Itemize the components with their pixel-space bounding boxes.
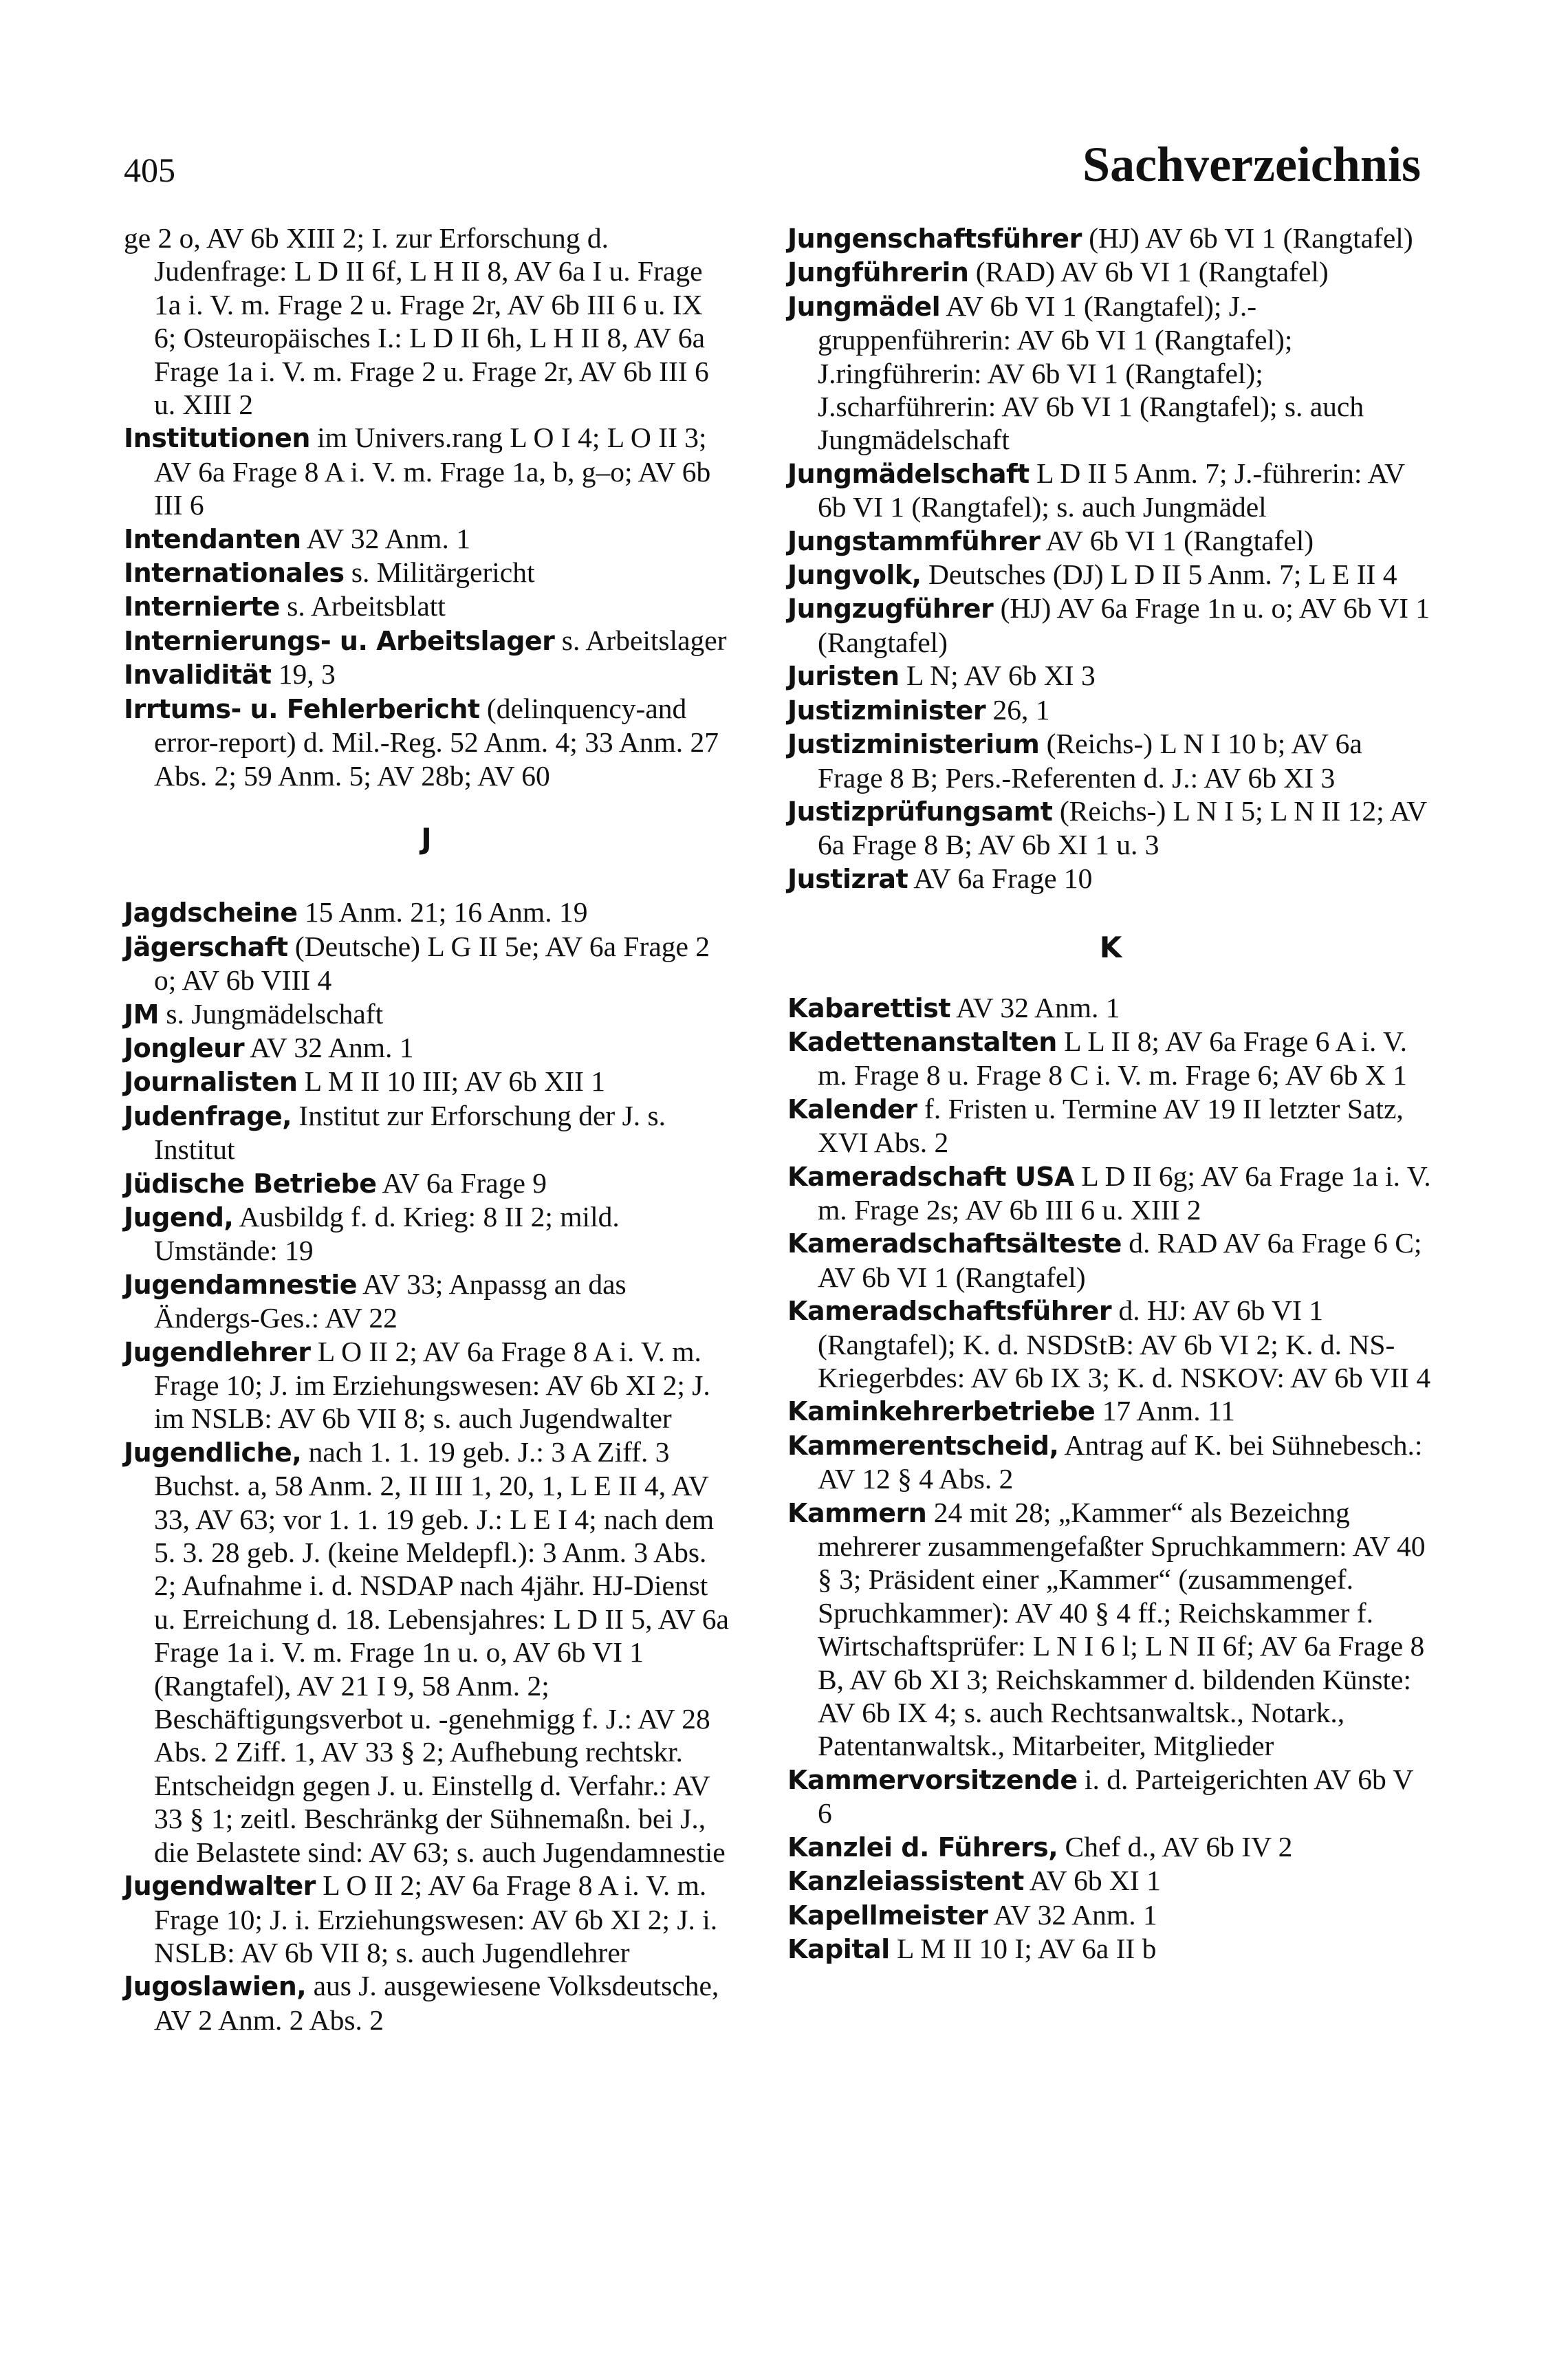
entry-term: Jüdische Betriebe <box>124 1168 377 1199</box>
entry-references: AV 32 Anm. 1 <box>301 522 470 554</box>
entry-references: AV 32 Anm. 1 <box>988 1898 1157 1931</box>
index-entry <box>124 692 729 792</box>
index-entry <box>124 421 729 521</box>
entry-term: Jugoslawien, <box>124 1971 307 2002</box>
entry-references: d. RAD AV 6a Frage 6 C; AV 6b VI 1 (Rangtafel) <box>818 1227 1422 1293</box>
index-entry <box>124 1869 729 1969</box>
entry-term: Jungführerin <box>787 257 969 288</box>
entry-references: im Univers.rang L O I 4; L O II 3; AV 6a Frage 8 A i. V. m. Frage 1a, b, g–o; AV 6b III 6 <box>154 422 711 521</box>
index-entry <box>787 1025 1434 1092</box>
index-entry <box>124 221 729 421</box>
entry-references: 17 Anm. 11 <box>1095 1395 1235 1427</box>
index-entry <box>124 1969 729 2037</box>
index-entry <box>787 1864 1434 1898</box>
entry-term: Kanzlei d. Führers, <box>787 1832 1058 1863</box>
index-entry <box>787 991 1434 1025</box>
entry-term: Invalidität <box>124 660 272 691</box>
index-column-left <box>124 221 729 2037</box>
index-entry <box>787 1394 1434 1428</box>
entry-references: (RAD) AV 6b VI 1 (Rangtafel) <box>968 256 1329 288</box>
entry-term: Kameradschaftsführer <box>787 1296 1112 1327</box>
entry-term: Justizminister <box>787 695 986 726</box>
entry-term: Jagdscheine <box>124 898 298 929</box>
entry-term: Kadettenanstalten <box>787 1026 1057 1057</box>
entry-references: (HJ) AV 6b VI 1 (Rangtafel) <box>1081 222 1413 254</box>
entry-term: Internierungs- u. Arbeitslager <box>124 625 555 656</box>
entry-references: ge 2 o, AV 6b XIII 2; I. zur Erforschung d. Judenfrage: L D II 6f, L H II 8, AV 6a I u. Frage 1a i. V. m. Frage 2 u. Frage 2r, AV 6b III 6 u. IX 6; Osteuropäisches I.: L D II 6h, L H II 8, AV 6a Frage 1a i. V. m. Frage 2 u. Frage 2r, AV 6b III 6 u. XIII 2 <box>124 222 709 421</box>
entry-term: Jugend, <box>124 1202 234 1233</box>
entry-references: L D II 6g; AV 6a Frage 1a i. V. m. Frage 2s; AV 6b III 6 u. XIII 2 <box>818 1160 1431 1226</box>
section-letter: K <box>1099 931 1122 965</box>
entry-references: f. Fristen u. Termine AV 19 II letzter Satz, XVI Abs. 2 <box>818 1092 1404 1159</box>
entry-term: Justizprüfungsamt <box>787 796 1053 827</box>
entry-term: Jugendliche, <box>124 1437 302 1468</box>
entry-references: AV 32 Anm. 1 <box>950 991 1120 1023</box>
index-entry <box>124 1065 729 1098</box>
index-entry <box>787 1898 1434 1932</box>
entry-references: Deutsches (DJ) L D II 5 Anm. 7; L E II 4 <box>921 558 1397 591</box>
index-entry <box>787 1496 1434 1763</box>
entry-references: 24 mit 28; „Kammer“ als Bezeichng mehrerer zusammengefaßter Spruchkammern: AV 40 § 3; Präsident einer „Kammer“ (zusammengef. Spruchkammer): AV 40 § 4 ff.; Reichskammer f. Wirtschaftsprüfer: L N I 6 l; L N II 6f; AV 6a Frage 8 B, AV 6b XI 3; Reichskammer d. bildenden Künste: AV 6b IX 4; s. auch Rechtsanwaltsk., Notark., Patentanwaltsk., Mitarbeiter, Mitglieder <box>818 1496 1426 1762</box>
entry-references: nach 1. 1. 19 geb. J.: 3 A Ziff. 3 Buchst. a, 58 Anm. 2, II III 1, 20, 1, L E II 4, AV 33, AV 63; vor 1. 1. 19 geb. J.: L E I 4; nach dem 5. 3. 28 geb. J. (keine Meldepfl.): 3 Anm. 3 Abs. 2; Aufnahme i. d. NSDAP nach 4jähr. HJ-Dienst u. Erreichung d. 18. Lebensjahres: L D II 5, AV 6a Frage 1a i. V. m. Frage 1n u. o, AV 6b VI 1 (Rangtafel), AV 21 I 9, 58 Anm. 2; Beschäftigungsverbot u. -genehmigg f. J.: AV 28 Abs. 2 Ziff. 1, AV 33 § 2; Aufhebung rechtskr. Entscheidgn gegen J. u. Einstellg d. Verfahr.: AV 33 § 1; zeitl. Beschränkg der Sühnemaßn. bei J., die Belastete sind: AV 63; s. auch Jugendamnestie <box>154 1435 729 1868</box>
entry-references: (delinquency-and error-report) d. Mil.-Reg. 52 Anm. 4; 33 Anm. 27 Abs. 2; 59 Anm. 5; AV 28b; AV 60 <box>154 692 719 792</box>
index-entry <box>787 659 1434 693</box>
entry-references: (Deutsche) L G II 5e; AV 6a Frage 2 o; AV 6b VIII 4 <box>154 930 710 997</box>
entry-term: Judenfrage, <box>124 1100 292 1131</box>
index-entry <box>787 1429 1434 1496</box>
index-entry <box>787 1763 1434 1830</box>
index-entry <box>124 1335 729 1435</box>
entry-references: aus J. ausgewiesene Volksdeutsche, AV 2 Anm. 2 Abs. 2 <box>154 1970 719 2036</box>
index-entry <box>124 589 729 623</box>
entry-term: Kanzleiassistent <box>787 1866 1024 1897</box>
entry-term: Justizrat <box>787 863 908 894</box>
entry-term: Kameradschaftsälteste <box>787 1228 1122 1259</box>
entry-term: Jugendlehrer <box>124 1336 311 1367</box>
entry-references: d. HJ: AV 6b VI 1 (Rangtafel); K. d. NSDStB: AV 6b VI 2; K. d. NS-Kriegerbdes: AV 6b IX 3; K. d. NSKOV: AV 6b VII 4 <box>818 1294 1431 1393</box>
index-entry <box>787 693 1434 727</box>
entry-references: Chef d., AV 6b IV 2 <box>1058 1830 1293 1863</box>
entry-references: (Reichs-) L N I 5; L N II 12; AV 6a Frage 8 B; AV 6b XI 1 u. 3 <box>818 794 1427 861</box>
entry-term: Kapellmeister <box>787 1900 988 1931</box>
entry-term: Jägerschaft <box>124 931 288 962</box>
entry-term: Juristen <box>787 661 900 692</box>
index-entry <box>787 558 1434 592</box>
entry-references: 26, 1 <box>986 693 1050 726</box>
entry-references: s. Arbeitslager <box>554 624 727 656</box>
entry-term: Institutionen <box>124 423 310 454</box>
index-entry <box>124 930 729 997</box>
index-entry <box>787 524 1434 558</box>
index-entry <box>124 1166 729 1200</box>
entry-references: AV 6b XI 1 <box>1023 1865 1161 1897</box>
entry-term: Internierte <box>124 592 280 622</box>
index-entry <box>787 1294 1434 1394</box>
index-entry <box>787 794 1434 862</box>
entry-references: L D II 5 Anm. 7; J.-führerin: AV 6b VI 1 (Rangtafel); s. auch Jungmädel <box>818 457 1405 523</box>
entry-term: Kammerentscheid, <box>787 1430 1059 1461</box>
entry-term: Internationales <box>124 558 345 589</box>
entry-references: i. d. Parteigerichten AV 6b V 6 <box>818 1763 1413 1830</box>
entry-term: Kammern <box>787 1497 927 1528</box>
entry-term: Jugendwalter <box>124 1871 316 1902</box>
entry-term: Kalender <box>787 1094 917 1125</box>
index-entry <box>124 522 729 556</box>
section-letter: J <box>421 821 432 856</box>
entry-term: Kameradschaft USA <box>787 1161 1074 1192</box>
entry-references: Ausbildg f. d. Krieg: 8 II 2; mild. Umstände: 19 <box>154 1200 620 1267</box>
entry-term: Jugendamnestie <box>124 1269 358 1300</box>
entry-references: L N; AV 6b XI 3 <box>899 660 1096 692</box>
index-entry <box>787 221 1434 255</box>
entry-references: 19, 3 <box>271 658 336 691</box>
index-entry <box>787 255 1434 289</box>
index-entry <box>124 1435 729 1869</box>
entry-references: L O II 2; AV 6a Frage 8 A i. V. m. Frage 10; J. im Erziehungswesen: AV 6b XI 2; J. im NSLB: AV 6b VII 8; s. auch Jugendwalter <box>154 1335 710 1435</box>
entry-term: Kapital <box>787 1933 890 1964</box>
entry-term: Jungenschaftsführer <box>787 224 1082 254</box>
entry-term: Jungvolk, <box>787 560 922 591</box>
index-entry <box>124 658 729 691</box>
index-entry <box>124 997 729 1031</box>
index-entry <box>787 290 1434 457</box>
entry-term: Journalisten <box>124 1067 298 1098</box>
index-entry <box>787 1160 1434 1227</box>
entry-term: Irrtums- u. Fehlerbericht <box>124 693 480 724</box>
entry-term: Justizministerium <box>787 729 1040 760</box>
entry-references: s. Militärgericht <box>344 556 535 589</box>
index-entry <box>124 556 729 589</box>
entry-references: AV 6b VI 1 (Rangtafel) <box>1040 524 1314 556</box>
index-entry <box>787 1226 1434 1294</box>
entry-references: AV 6a Frage 9 <box>376 1166 547 1199</box>
entry-term: Jongleur <box>124 1032 245 1063</box>
entry-term: Kammervorsitzende <box>787 1764 1078 1795</box>
index-entry <box>787 592 1434 659</box>
index-entry <box>124 624 729 658</box>
entry-references: 15 Anm. 21; 16 Anm. 19 <box>297 896 588 929</box>
index-entry <box>787 727 1434 794</box>
entry-term: Intendanten <box>124 523 301 554</box>
entry-references: s. Jungmädelschaft <box>158 997 384 1030</box>
index-entry <box>787 1830 1434 1864</box>
entry-term: Kaminkehrerbetriebe <box>787 1396 1096 1427</box>
entry-term: Kabarettist <box>787 992 951 1023</box>
index-entry <box>124 1200 729 1268</box>
entry-references: L O II 2; AV 6a Frage 8 A i. V. m. Frage 10; J. i. Erziehungswesen: AV 6b XI 2; J. i. NSLB: AV 6b VII 8; s. auch Jugendlehrer <box>154 1869 718 1968</box>
entry-references: Institut zur Erforschung der J. s. Institut <box>154 1099 666 1166</box>
entry-references: AV 6a Frage 10 <box>908 862 1093 894</box>
entry-references: (Reichs-) L N I 10 b; AV 6a Frage 8 B; Pers.-Referenten d. J.: AV 6b XI 3 <box>818 728 1362 794</box>
entry-references: AV 32 Anm. 1 <box>244 1031 414 1063</box>
entry-references: s. Arbeitsblatt <box>279 590 446 622</box>
page-number: 405 <box>124 151 175 189</box>
index-entry <box>787 1092 1434 1160</box>
index-entry <box>124 1031 729 1065</box>
entry-references: L L II 8; AV 6a Frage 6 A i. V. m. Frage 8 u. Frage 8 C i. V. m. Frage 6; AV 6b X 1 <box>818 1025 1408 1092</box>
index-column-right <box>787 221 1434 1966</box>
entry-references: Antrag auf K. bei Sühnebesch.: AV 12 § 4 Abs. 2 <box>818 1429 1423 1495</box>
index-entry <box>787 1932 1434 1966</box>
index-entry <box>124 1268 729 1335</box>
entry-term: Jungstammführer <box>787 525 1041 556</box>
entry-term: Jungmädel <box>787 291 941 322</box>
entry-term: Jungzugführer <box>787 594 994 625</box>
index-entry <box>124 1099 729 1166</box>
entry-references: (HJ) AV 6a Frage 1n u. o; AV 6b VI 1 (Rangtafel) <box>818 592 1430 658</box>
entry-references: AV 33; Anpassg an das Ändergs-Ges.: AV 22 <box>154 1268 627 1334</box>
entry-references: L M II 10 I; AV 6a II b <box>889 1932 1157 1964</box>
index-entry <box>124 896 729 929</box>
running-head: Sachverzeichnis <box>1082 137 1421 192</box>
index-entry <box>787 862 1434 896</box>
entry-references: L M II 10 III; AV 6b XII 1 <box>297 1065 606 1098</box>
entry-references: AV 6b VI 1 (Rangtafel); J.-gruppenführerin: AV 6b VI 1 (Rangtafel); J.ringführerin: AV 6b VI 1 (Rangtafel); J.scharführerin: AV 6b VI 1 (Rangtafel); s. auch Jungmädelschaft <box>818 290 1364 456</box>
entry-term: JM <box>124 999 159 1030</box>
index-entry <box>787 457 1434 524</box>
entry-term: Jungmädelschaft <box>787 458 1030 489</box>
